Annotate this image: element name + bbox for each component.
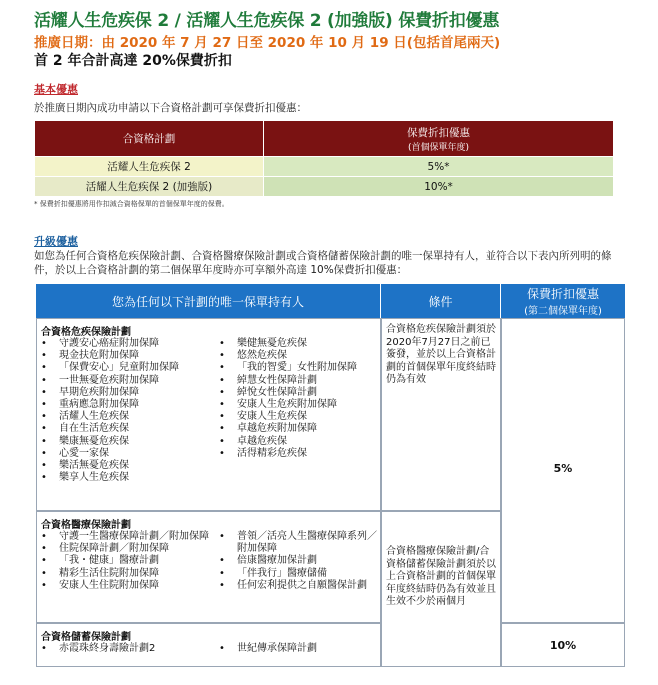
basic-col-plan: 合資格計劃 — [35, 121, 264, 157]
plan-name: 活耀人生危疾保 2 (加強版) — [35, 177, 264, 197]
upgrade-offer-heading: 升級優惠 — [34, 235, 78, 248]
list-item: • 赤霞珠終身壽險計劃2 — [37, 643, 212, 655]
list-item: • 「我的智愛」女性附加保障 — [215, 362, 381, 374]
sav-plans-cell — [36, 623, 381, 667]
med-plans-left-list — [37, 531, 212, 592]
list-item: • 綽慧女性保障計劃 — [215, 375, 381, 387]
list-item: • 一世無憂危疾附加保障 — [37, 375, 212, 387]
ci-plans-left-list — [37, 338, 212, 484]
upgrade-col-discount — [501, 284, 625, 318]
list-item: • 住院保障計劃／附加保障 — [37, 543, 212, 555]
upgrade-offer-table — [36, 284, 625, 667]
basic-col-discount — [264, 121, 614, 157]
discount-10-value: 10% — [549, 639, 577, 652]
list-item: • 自在生活危疾保 — [37, 423, 212, 435]
discount-5-value: 5% — [553, 462, 573, 475]
list-item: • 安康人生住院附加保障 — [37, 580, 212, 592]
list-item: • 樂健無憂危疾保 — [215, 338, 381, 350]
list-item: • 重病應急附加保障 — [37, 399, 212, 411]
table-row — [35, 177, 614, 197]
page-title: 活耀人生危疾保 2 / 活耀人生危疾保 2 (加強版) 保費折扣優惠 — [34, 11, 500, 31]
table-row — [35, 157, 614, 177]
upgrade-col-condition — [381, 284, 501, 318]
list-item: • 早期危疾附加保障 — [37, 387, 212, 399]
med-group-title: 合資格醫療保險計劃 — [41, 520, 131, 531]
basic-table-header — [35, 121, 614, 157]
list-item: • 樂享人生危疾保 — [37, 472, 212, 484]
med-plans-right-list — [215, 531, 381, 592]
upgrade-col-discount-label: 保費折扣優惠 — [526, 287, 599, 301]
list-item: • 安康人生危疾附加保障 — [215, 399, 381, 411]
medsav-condition-cell — [381, 511, 501, 667]
list-item: • 活得精彩危疾保 — [215, 448, 381, 460]
list-item: • 普領／活亮人生醫療保障系列／附加保障 — [215, 531, 381, 555]
basic-offer-footnote: * 保費折扣優惠將用作扣減合資格保單的首個保單年度的保費。 — [34, 200, 229, 208]
basic-offer-table — [34, 120, 614, 197]
list-item: • 活耀人生危疾保 — [37, 411, 212, 423]
basic-col-discount-label: 保費折扣優惠 — [407, 126, 470, 139]
list-item: • 悠然危疾保 — [215, 350, 381, 362]
sav-plans-right-list — [215, 643, 381, 655]
list-item: • 「保費安心」兒童附加保障 — [37, 362, 212, 374]
plan-name: 活耀人生危疾保 2 — [35, 157, 264, 177]
ci-group-title: 合資格危疾保險計劃 — [41, 327, 131, 338]
basic-offer-intro: 於推廣日期內成功申請以下合資格計劃可享保費折扣優惠： — [34, 102, 307, 114]
medsav-condition-text: 合資格醫療保險計劃/合資格儲蓄保險計劃須於以上合資格計劃的首個保單年度終結時仍為有效並且生效不少於兩個月 — [386, 546, 496, 607]
sav-plans-left-list — [37, 643, 212, 655]
list-item: • 世紀傳承保障計劃 — [215, 643, 381, 655]
list-item: • 樂活無憂危疾保 — [37, 460, 212, 472]
basic-offer-heading: 基本優惠 — [34, 83, 78, 96]
ci-plans-cell — [36, 318, 381, 511]
ci-condition-text: 合資格危疾保險計劃須於2020年7月27日之前已簽發，並於以上合資格計劃的首個保單年度終結時仍為有效 — [386, 324, 496, 385]
discount-value: 5%* — [264, 157, 614, 177]
discount-value: 10%* — [264, 177, 614, 197]
list-item: • 樂康無憂危疾保 — [37, 436, 212, 448]
list-item: • 綽悅女性保障計劃 — [215, 387, 381, 399]
upgrade-col-holder — [36, 284, 381, 318]
upgrade-col-discount-sub: (第二個保單年度) — [524, 306, 602, 317]
promotion-period: 推廣日期：由 2020 年 7 月 27 日至 2020 年 10 月 19 日(包括首尾兩天) — [34, 35, 501, 51]
list-item: • 心愛一家保 — [37, 448, 212, 460]
upgrade-col-holder-label: 您為任何以下計劃的唯一保單持有人 — [111, 294, 304, 309]
list-item: • 安康人生危疾保 — [215, 411, 381, 423]
ci-condition-cell — [381, 318, 501, 511]
list-item: • 「我・健康」醫療計劃 — [37, 555, 212, 567]
list-item: • 倍康醫療加保計劃 — [215, 555, 381, 567]
list-item: • 卓越危疾附加保障 — [215, 423, 381, 435]
discount-cell-5 — [501, 318, 625, 623]
ci-plans-right-list — [215, 338, 381, 460]
sav-group-title: 合資格儲蓄保險計劃 — [41, 632, 131, 643]
basic-col-discount-sub: (首個保單年度) — [407, 142, 470, 153]
list-item: • 現金扶危附加保障 — [37, 350, 212, 362]
list-item: • 守護一生醫療保障計劃／附加保障 — [37, 531, 212, 543]
med-plans-cell — [36, 511, 381, 623]
upgrade-col-condition-label: 條件 — [428, 294, 453, 309]
list-item: • 守護安心癌症附加保障 — [37, 338, 212, 350]
list-item: • 任何宏利提供之自願醫保計劃 — [215, 580, 381, 592]
list-item: • 卓越危疾保 — [215, 436, 381, 448]
upgrade-offer-intro: 如您為任何合資格危疾保險計劃、合資格醫療保險計劃或合資格儲蓄保險計劃的唯一保單持有人，並符合以下表內所列明的條件，於以上合資格計劃的第二個保單年度時亦可享額外高達 10%保費折扣優惠： — [34, 250, 612, 276]
list-item: • 精彩生活住院附加保障 — [37, 568, 212, 580]
page-subtitle: 首 2 年合計高達 20%保費折扣 — [34, 53, 232, 69]
discount-cell-10 — [501, 623, 625, 667]
list-item: • 「伴我行」醫療儲備 — [215, 568, 381, 580]
